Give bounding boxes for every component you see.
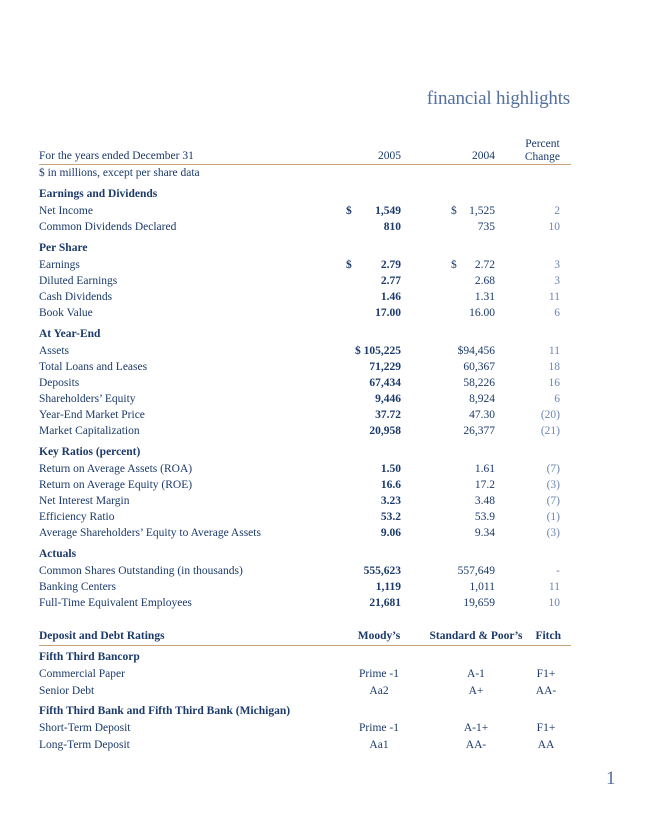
percent-change: (3) bbox=[546, 527, 560, 539]
row-label: Book Value bbox=[39, 307, 93, 319]
rating-fitch: F1+ bbox=[536, 668, 556, 680]
table-row bbox=[39, 579, 571, 595]
percent-change: 2 bbox=[554, 205, 560, 217]
value-2004: 8,924 bbox=[469, 393, 495, 405]
percent-change: (7) bbox=[546, 463, 560, 475]
value-2004-currency: $ bbox=[451, 259, 457, 271]
row-label: Diluted Earnings bbox=[39, 275, 118, 287]
percent-change: 11 bbox=[548, 291, 560, 303]
ratings-row bbox=[39, 683, 571, 700]
value-2004: 735 bbox=[477, 221, 495, 233]
value-2005: 16.6 bbox=[380, 479, 401, 491]
percent-change: 10 bbox=[548, 597, 560, 609]
row-label: Common Dividends Declared bbox=[39, 221, 177, 233]
table-row bbox=[39, 461, 571, 477]
row-label: Banking Centers bbox=[39, 581, 116, 593]
percent-change: 16 bbox=[548, 377, 560, 389]
units-note bbox=[39, 165, 571, 181]
table-row bbox=[39, 257, 571, 273]
sections bbox=[39, 185, 571, 611]
value-2005: 71,229 bbox=[369, 361, 401, 373]
value-2005: 2.77 bbox=[380, 275, 401, 287]
rating-sp: A-1+ bbox=[463, 722, 489, 734]
value-2004: 2.68 bbox=[474, 275, 495, 287]
table-row bbox=[39, 525, 571, 541]
table-row bbox=[39, 391, 571, 407]
row-label: Year-End Market Price bbox=[39, 409, 145, 421]
header-label: For the years ended December 31 bbox=[39, 150, 194, 162]
section-title: Per Share bbox=[39, 242, 88, 254]
table-row bbox=[39, 563, 571, 579]
row-label: Earnings bbox=[39, 259, 80, 271]
value-2005: 53.2 bbox=[380, 511, 401, 523]
section-title: At Year-End bbox=[39, 328, 101, 340]
value-2005: 1.50 bbox=[380, 463, 401, 475]
ratings-header-label: Deposit and Debt Ratings bbox=[39, 630, 165, 642]
value-2004: $94,456 bbox=[457, 345, 495, 357]
ratings-header-sp: Standard & Poor’s bbox=[429, 630, 523, 642]
rating-sp: A+ bbox=[468, 685, 484, 697]
value-2004: 1.61 bbox=[474, 463, 495, 475]
ratings-groups bbox=[39, 649, 571, 754]
value-2004: 58,226 bbox=[463, 377, 495, 389]
percent-change: 3 bbox=[554, 259, 560, 271]
ratings-row bbox=[39, 666, 571, 683]
header-percent-change bbox=[525, 138, 560, 164]
header-2004: 2004 bbox=[472, 150, 495, 162]
row-label: Common Shares Outstanding (in thousands) bbox=[39, 565, 243, 577]
value-2005: 810 bbox=[383, 221, 401, 233]
row-label: Cash Dividends bbox=[39, 291, 113, 303]
page-number: 1 bbox=[606, 768, 616, 789]
value-2004: 60,367 bbox=[463, 361, 495, 373]
table-header bbox=[39, 136, 571, 165]
value-2005: 20,958 bbox=[369, 425, 401, 437]
table-row bbox=[39, 203, 571, 219]
value-2004: 1,011 bbox=[469, 581, 495, 593]
percent-change: 11 bbox=[548, 581, 560, 593]
ratings-header bbox=[39, 627, 571, 646]
value-2005: 2.79 bbox=[380, 259, 401, 271]
value-2005: 37.72 bbox=[375, 409, 401, 421]
rating-label: Commercial Paper bbox=[39, 668, 125, 680]
percent-change: (21) bbox=[540, 425, 560, 437]
section-title: Actuals bbox=[39, 548, 77, 560]
row-label: Return on Average Equity (ROE) bbox=[39, 479, 193, 491]
rating-moody: Prime -1 bbox=[359, 722, 399, 734]
table-row bbox=[39, 595, 571, 611]
value-2004-currency: $ bbox=[451, 205, 457, 217]
rating-label: Long-Term Deposit bbox=[39, 739, 130, 751]
rating-moody: Aa1 bbox=[369, 739, 389, 751]
row-label: Full-Time Equivalent Employees bbox=[39, 597, 192, 609]
row-label: Net Interest Margin bbox=[39, 495, 130, 507]
percent-change: - bbox=[556, 565, 560, 577]
table-row bbox=[39, 375, 571, 391]
value-2004: 16.00 bbox=[469, 307, 495, 319]
header-percent-line1: Percent bbox=[525, 138, 560, 150]
financial-highlights-table bbox=[39, 136, 571, 611]
value-2005: 1.46 bbox=[380, 291, 401, 303]
ratings-group-title: Fifth Third Bank and Fifth Third Bank (Michigan) bbox=[39, 705, 291, 717]
value-2005: 1,119 bbox=[375, 581, 401, 593]
value-2005: 1,549 bbox=[375, 205, 401, 217]
value-2004: 2.72 bbox=[474, 259, 495, 271]
table-row bbox=[39, 219, 571, 235]
value-2005: 3.23 bbox=[380, 495, 401, 507]
row-label: Market Capitalization bbox=[39, 425, 140, 437]
value-2004: 26,377 bbox=[463, 425, 495, 437]
percent-change: 3 bbox=[554, 275, 560, 287]
rating-label: Senior Debt bbox=[39, 685, 95, 697]
row-label: Assets bbox=[39, 345, 70, 357]
value-2005: 17.00 bbox=[375, 307, 401, 319]
value-2005: 555,623 bbox=[363, 565, 401, 577]
section-title: Key Ratios (percent) bbox=[39, 446, 141, 458]
percent-change: (7) bbox=[546, 495, 560, 507]
table-row bbox=[39, 477, 571, 493]
row-label: Efficiency Ratio bbox=[39, 511, 115, 523]
percent-change: 18 bbox=[548, 361, 560, 373]
rating-fitch: AA- bbox=[535, 685, 557, 697]
ratings-group-title: Fifth Third Bancorp bbox=[39, 651, 140, 663]
rating-moody: Aa2 bbox=[369, 685, 389, 697]
rating-fitch: F1+ bbox=[536, 722, 556, 734]
value-2004: 53.9 bbox=[474, 511, 495, 523]
row-label: Return on Average Assets (ROA) bbox=[39, 463, 193, 475]
row-label: Shareholders’ Equity bbox=[39, 393, 136, 405]
rating-fitch: AA bbox=[537, 739, 555, 751]
table-row bbox=[39, 407, 571, 423]
value-2005: 21,681 bbox=[369, 597, 401, 609]
row-label: Net Income bbox=[39, 205, 93, 217]
percent-change: (1) bbox=[546, 511, 560, 523]
rating-label: Short-Term Deposit bbox=[39, 722, 131, 734]
percent-change: (3) bbox=[546, 479, 560, 491]
table-row bbox=[39, 359, 571, 375]
value-2005: $ 105,225 bbox=[355, 345, 401, 357]
value-2005: 67,434 bbox=[369, 377, 401, 389]
rating-moody: Prime -1 bbox=[359, 668, 399, 680]
value-2005-currency: $ bbox=[346, 259, 352, 271]
header-2005: 2005 bbox=[378, 150, 401, 162]
ratings-header-moody: Moody’s bbox=[357, 630, 401, 642]
percent-change: (20) bbox=[540, 409, 560, 421]
table-row bbox=[39, 305, 571, 321]
value-2004: 19,659 bbox=[463, 597, 495, 609]
row-label: Deposits bbox=[39, 377, 80, 389]
value-2004: 9.34 bbox=[474, 527, 495, 539]
value-2004: 47.30 bbox=[469, 409, 495, 421]
ratings-table bbox=[39, 627, 571, 754]
percent-change: 6 bbox=[554, 393, 560, 405]
percent-change: 11 bbox=[548, 345, 560, 357]
percent-change: 10 bbox=[548, 221, 560, 233]
table-row bbox=[39, 273, 571, 289]
value-2004: 557,649 bbox=[457, 565, 495, 577]
units-note-text: $ in millions, except per share data bbox=[39, 167, 200, 179]
value-2004: 1,525 bbox=[469, 205, 495, 217]
value-2004: 3.48 bbox=[474, 495, 495, 507]
table-row bbox=[39, 509, 571, 525]
row-label: Total Loans and Leases bbox=[39, 361, 148, 373]
value-2004: 17.2 bbox=[474, 479, 495, 491]
table-row bbox=[39, 423, 571, 439]
row-label: Average Shareholders’ Equity to Average Assets bbox=[39, 527, 261, 539]
table-row bbox=[39, 289, 571, 305]
ratings-row bbox=[39, 720, 571, 737]
ratings-row bbox=[39, 737, 571, 754]
value-2005: 9,446 bbox=[375, 393, 401, 405]
value-2005: 9.06 bbox=[380, 527, 401, 539]
table-row bbox=[39, 493, 571, 509]
section-title: Earnings and Dividends bbox=[39, 188, 158, 200]
page-title: financial highlights bbox=[426, 88, 570, 109]
ratings-header-fitch: Fitch bbox=[535, 630, 561, 642]
header-percent-line2: Change bbox=[524, 151, 560, 163]
rating-sp: AA- bbox=[465, 739, 487, 751]
value-2004: 1.31 bbox=[474, 291, 495, 303]
rating-sp: A-1 bbox=[467, 668, 485, 680]
value-2005-currency: $ bbox=[346, 205, 352, 217]
percent-change: 6 bbox=[554, 307, 560, 319]
table-row bbox=[39, 343, 571, 359]
